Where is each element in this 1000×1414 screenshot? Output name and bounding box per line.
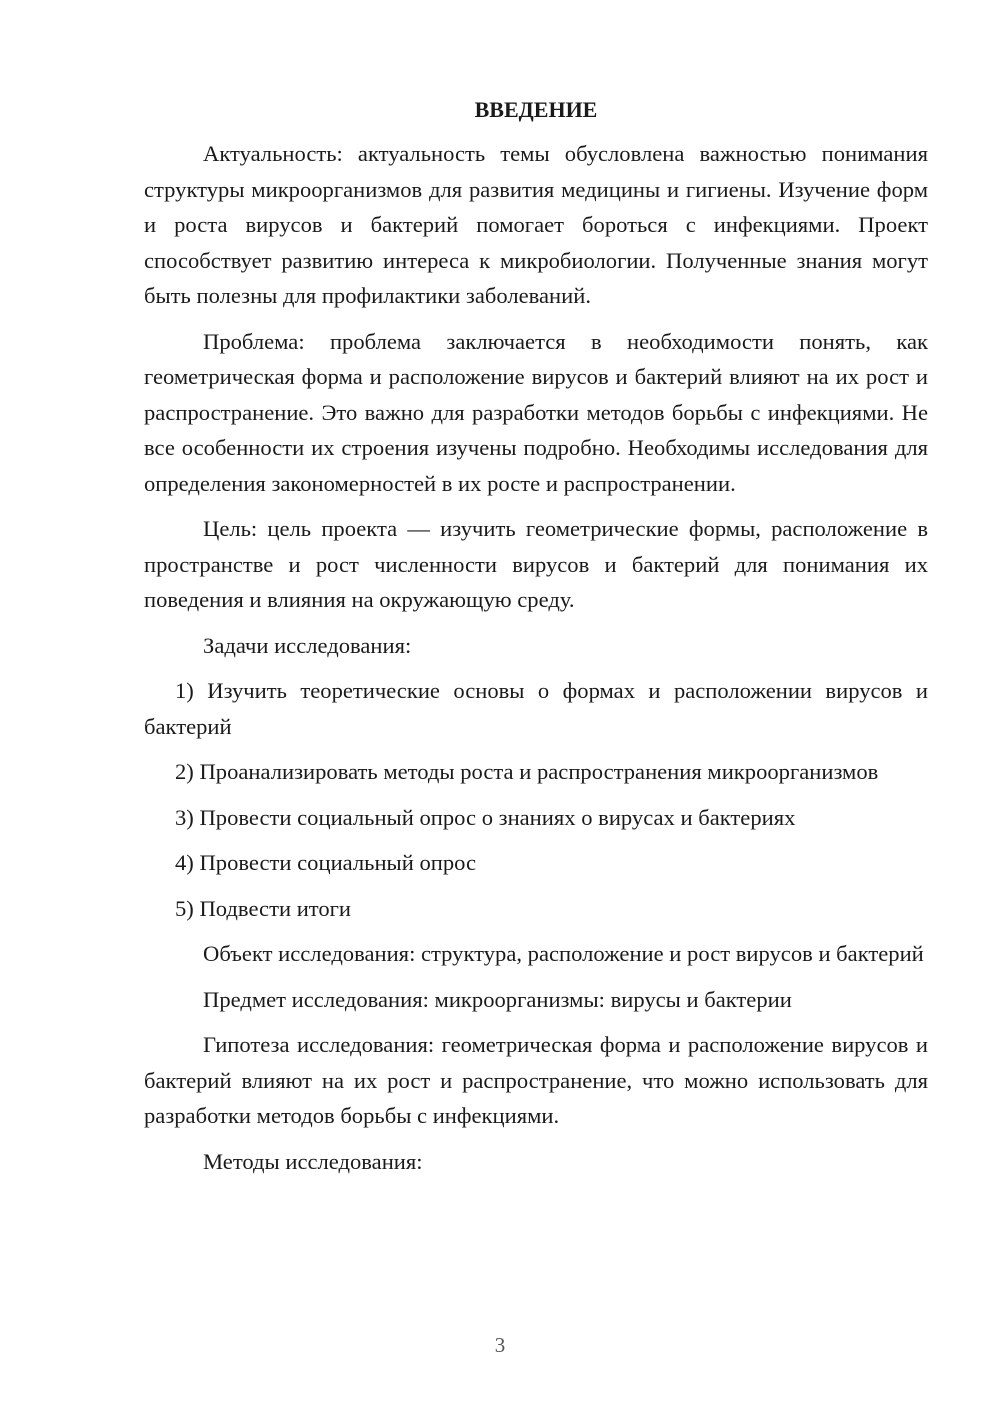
paragraph-problem: Проблема: проблема заключается в необходимости понять, как геометрическая форма и расположение вирусов и бактерий влияют на их рост и распространение. Это важно для разработки методов борьбы с инфекциями. Не все особенности их строения изучены подробно. Необходимы исследования для определения закономерностей в их росте и распространении. xyxy=(144,328,928,496)
task-item-1: 1) Изучить теоретические основы о формах и расположении вирусов и бактерий xyxy=(144,678,928,739)
paragraph-relevance: Актуальность: актуальность темы обусловлена важностью понимания структуры микроорганизмов для развития медицины и гигиены. Изучение форм и роста вирусов и бактерий помогает бороться с инфекциями. Проект способствует развитию интереса к микробиологии. Полученные знания могут быть полезны для профилактики заболеваний. xyxy=(144,141,928,308)
task-item-3: 3) Провести социальный опрос о знаниях о вирусах и бактериях xyxy=(175,804,796,830)
paragraph-methods: Методы исследования: xyxy=(203,1148,423,1174)
page-title: ВВЕДЕНИЕ xyxy=(474,97,598,122)
task-item-4: 4) Провести социальный опрос xyxy=(175,850,477,875)
paragraph-object: Объект исследования: структура, расположение и рост вирусов и бактерий xyxy=(203,941,924,966)
document-page xyxy=(144,92,928,1189)
task-item-2: 2) Проанализировать методы роста и распространения микроорганизмов xyxy=(175,759,879,784)
paragraph-hypothesis: Гипотеза исследования: геометрическая форма и расположение вирусов и бактерий влияют на их рост и распространение, что можно использовать для разработки методов борьбы с инфекциями. xyxy=(144,1032,928,1128)
page-number: 3 xyxy=(494,1333,506,1357)
paragraph-tasks-heading: Задачи исследования: xyxy=(203,632,412,658)
paragraph-goal: Цель: цель проекта — изучить геометрические формы, расположение в пространстве и рост численности вирусов и бактерий для понимания их поведения и влияния на окружающую среду. xyxy=(144,516,928,612)
paragraph-subject: Предмет исследования: микроорганизмы: вирусы и бактерии xyxy=(203,986,792,1012)
task-item-5: 5) Подвести итоги xyxy=(175,895,352,921)
